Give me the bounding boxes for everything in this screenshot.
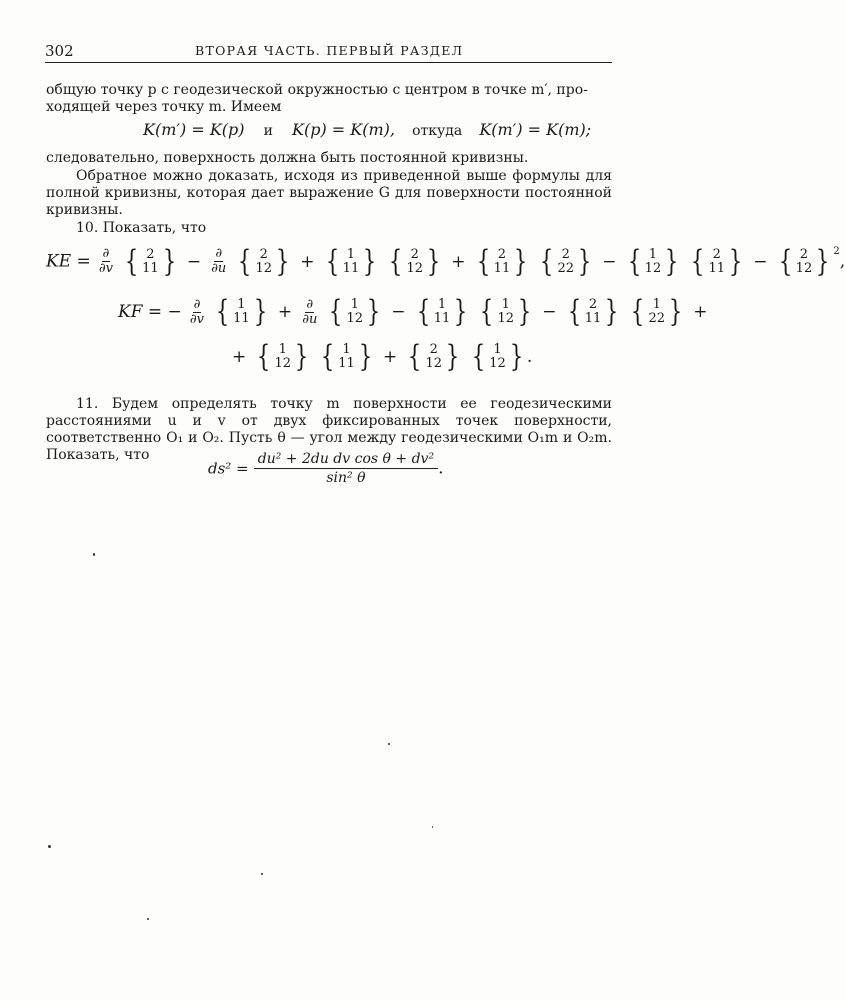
scan-speck bbox=[388, 743, 390, 745]
problem11: 11. Будем определять точку m поверхности ее геодезическими расстояниями u и v от двух фиксированных точек поверхности, соответственно O₁ и O₂. Пусть θ — угол между геодезическими O₁m и O₂m. Показать, что bbox=[46, 396, 612, 463]
kf-symbol-1: { 1 11 } bbox=[215, 294, 267, 329]
kf-symbol-6: { 1 22 } bbox=[631, 294, 683, 329]
formula-part3: K(m′) = K(m); bbox=[479, 120, 592, 139]
ds-end: . bbox=[438, 458, 444, 479]
ke-symbol-8: { 2 11 } bbox=[691, 243, 743, 279]
kf-symbol-10: { 1 12 } bbox=[472, 339, 524, 374]
scan-speck bbox=[432, 826, 433, 828]
scan-speck bbox=[48, 845, 51, 848]
ke-exponent: 2 bbox=[833, 246, 840, 257]
kf-partial-v: $\frac{\partial}{\partial v}$ bbox=[189, 296, 204, 327]
kf-symbol-4: { 1 12 } bbox=[480, 294, 532, 329]
ke-lhs: KE = bbox=[46, 251, 91, 272]
ke-symbol-6: { 2 22 } bbox=[540, 243, 592, 279]
ke-partial-v: $\frac{\partial}{\partial v}$ bbox=[98, 246, 113, 276]
para3: Обратное можно доказать, исходя из приведенной выше формулы для полной кривизны, которая дает выражение G для поверхности постоянной кривизны. bbox=[46, 168, 612, 218]
ke-symbol-7: { 1 12 } bbox=[627, 243, 679, 279]
scan-speck bbox=[147, 918, 149, 920]
page-number: 302 bbox=[45, 42, 74, 60]
running-head: ВТОРАЯ ЧАСТЬ. ПЕРВЫЙ РАЗДЕЛ bbox=[195, 43, 464, 58]
kf-end: . bbox=[526, 347, 533, 367]
kf-symbol-5: { 2 11 } bbox=[567, 294, 619, 329]
scan-speck bbox=[93, 553, 95, 556]
para1-line2: ходящей через точку m. Имеем bbox=[46, 99, 282, 115]
kf-symbol-7: { 1 12 } bbox=[257, 339, 309, 374]
scan-speck bbox=[261, 873, 263, 875]
header-rule bbox=[45, 62, 612, 63]
para1-line1: общую точку p с геодезической окружностью с центром в точке m′, про- bbox=[46, 82, 588, 98]
ke-symbol-4: { 2 12 } bbox=[389, 243, 441, 279]
kf-symbol-8: { 1 11 } bbox=[321, 339, 373, 374]
formula-ke: KE = $\frac{\partial}{\partial v}$ { 2 11 } − $\frac{\partial}{\partial u}$ { 2 12 } + { 1 11 } { 2 12 } + { 2 11 } { 2 22 } − { 1 12 } { 2 11 } − { 2 12 } $^2$, bbox=[46, 243, 845, 279]
formula-part2: K(p) = K(m), bbox=[292, 120, 395, 139]
kf-symbol-9: { 2 12 } bbox=[408, 339, 460, 374]
formula-kf-line1: KF = − $\frac{\partial}{\partial v}$ { 1 11 } + $\frac{\partial}{\partial u}$ { 1 12 } − { 1 11 } { 1 12 } − { 2 11 } { 1 22 } + bbox=[118, 294, 708, 329]
ke-symbol-2: { 2 12 } bbox=[238, 243, 290, 279]
page-header bbox=[45, 40, 612, 62]
formula-k-equality bbox=[143, 120, 591, 139]
para2: следовательно, поверхность должна быть постоянной кривизны. bbox=[46, 150, 529, 166]
formula-whence: откуда bbox=[412, 123, 463, 139]
ke-symbol-1: { 2 11 } bbox=[124, 243, 176, 279]
formula-ds bbox=[208, 450, 443, 487]
ds-denominator: sin² θ bbox=[326, 470, 366, 486]
ds-numerator: du² + 2du dv cos θ + dv² bbox=[254, 450, 438, 469]
formula-part1: K(m′) = K(p) bbox=[143, 120, 245, 139]
ke-partial-u: $\frac{\partial}{\partial u}$ bbox=[211, 246, 227, 276]
kf-lhs: KF = − bbox=[118, 302, 182, 322]
ke-symbol-3: { 1 11 } bbox=[325, 243, 377, 279]
ke-end: , bbox=[839, 251, 845, 272]
ke-symbol-5: { 2 11 } bbox=[476, 243, 528, 279]
ds-fraction bbox=[254, 450, 438, 487]
problem10-lead: 10. Показать, что bbox=[76, 220, 207, 236]
ds-lhs: ds² = bbox=[208, 459, 249, 478]
formula-and: и bbox=[263, 123, 273, 139]
kf-symbol-2: { 1 12 } bbox=[329, 294, 381, 329]
kf-symbol-3: { 1 11 } bbox=[416, 294, 468, 329]
kf-partial-u: $\frac{\partial}{\partial u}$ bbox=[302, 296, 318, 327]
ke-symbol-9: { 2 12 } bbox=[778, 243, 830, 279]
formula-kf-line2: + { 1 12 } { 1 11 } + { 2 12 } { 1 12 } . bbox=[232, 339, 533, 374]
